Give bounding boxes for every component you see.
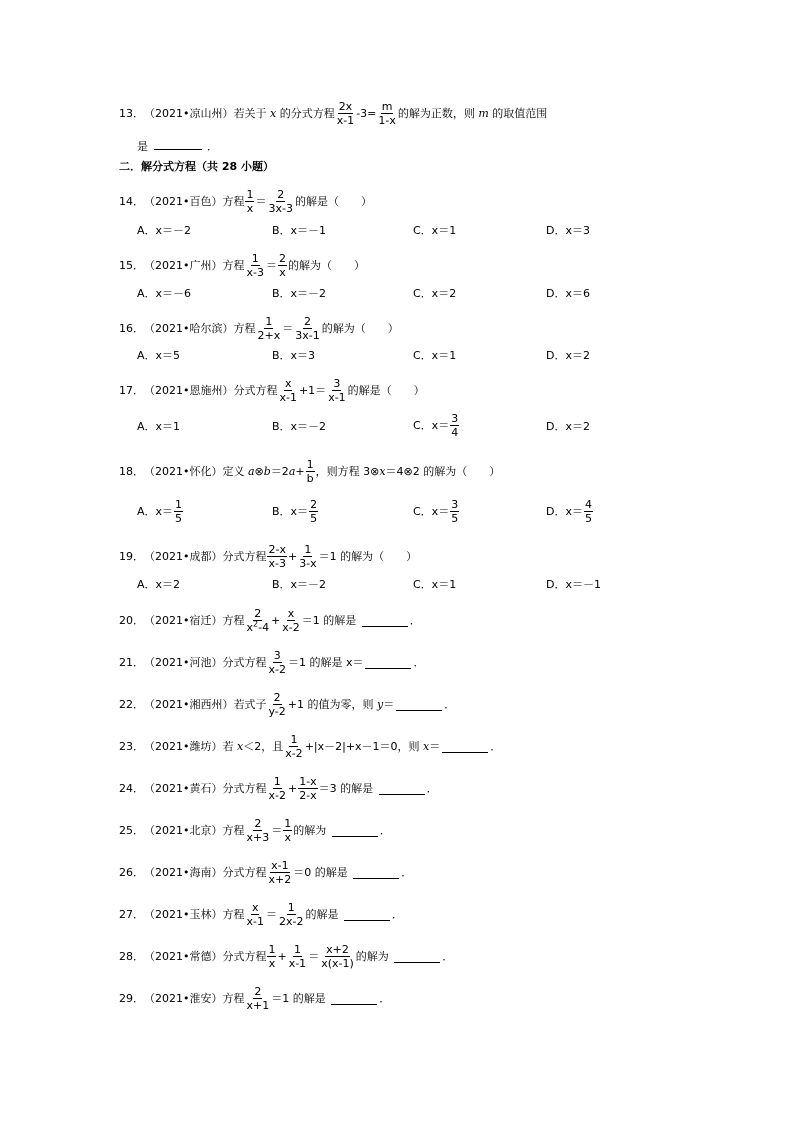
fraction: $\frac{2}{5}$ (310, 498, 318, 525)
fraction: $\frac{x}{x-1}$ (279, 377, 297, 404)
question-source: （2021•凉山州） (144, 106, 234, 120)
fraction: $\frac{2}{y-2}$ (268, 691, 286, 718)
fraction: $\frac{1}{2x-2}$ (278, 901, 304, 928)
option-c[interactable]: C．x＝ $\frac{3}{5}$ (413, 498, 459, 525)
fraction: $\frac{x}{x-2}$ (282, 607, 300, 634)
fraction: $\frac{x}{x-1}$ (246, 901, 264, 928)
question-19: 19． （2021•成都） 分式方程 $\frac{2-x}{x-3}$ + $\frac{1}{3-x}$ ＝1 的解为（ ） (119, 543, 418, 570)
option-d[interactable]: D．x＝ $\frac{4}{5}$ (546, 498, 592, 525)
option-a[interactable]: A．x＝1 (137, 420, 181, 433)
question-source: （2021•淮安） (144, 991, 223, 1005)
answer-blank[interactable] (379, 782, 425, 795)
fraction: $\frac{1}{x-2}$ (268, 775, 286, 802)
question-22: 22． （2021•湘西州） 若式子 $\frac{2}{y-2}$ +1 的值为零，则 y ＝ ． (119, 691, 456, 718)
option-b[interactable]: B．x＝－2 (272, 578, 327, 591)
option-b[interactable]: B．x＝－2 (272, 420, 327, 433)
question-source: （2021•常德） (144, 949, 223, 963)
fraction: $\frac{x-1}{x+2}$ (268, 859, 292, 886)
option-b[interactable]: B．x＝ $\frac{2}{5}$ (272, 498, 318, 525)
fraction: $\frac{2}{x}$ (278, 252, 286, 279)
option-d[interactable]: D．x＝2 (546, 420, 590, 433)
fraction: $\frac{3}{5}$ (451, 498, 459, 525)
fraction: $\frac{x+2}{x(x-1)}$ (321, 943, 354, 970)
fraction: $\frac{2}{3x-1}$ (295, 315, 320, 342)
question-number: 13． (119, 106, 144, 120)
fraction: $\frac{2}{x+1}$ (246, 985, 270, 1012)
question-source: （2021•宿迁） (144, 613, 223, 627)
answer-blank[interactable] (396, 698, 442, 711)
fraction: $\frac{1}{b}$ (306, 458, 314, 485)
fraction: $\frac{3}{4}$ (451, 412, 459, 439)
question-source: （2021•河池） (144, 655, 223, 669)
question-source: （2021•玉林） (144, 907, 223, 921)
answer-blank[interactable] (353, 866, 399, 879)
question-source: （2021•恩施州） (144, 383, 234, 397)
fraction: $\frac{3}{x-2}$ (268, 649, 286, 676)
fraction: $\frac{1}{x-1}$ (288, 943, 307, 970)
fraction: $\frac{1}{x}$ (246, 188, 254, 215)
option-a[interactable]: A．x＝－2 (137, 224, 192, 237)
option-a[interactable]: A．x＝ $\frac{1}{5}$ (137, 498, 183, 525)
fraction: $\frac{2}{x^2-4}$ (246, 607, 270, 634)
question-source: （2021•成都） (144, 549, 223, 563)
option-c[interactable]: C．x＝ $\frac{3}{4}$ (413, 412, 459, 439)
fraction: $\frac{1}{x}$ (284, 817, 292, 844)
question-25: 25． （2021•北京） 方程 $\frac{2}{x+3}$ ＝ $\frac{1}{x}$ 的解为 ． (119, 817, 391, 844)
option-a[interactable]: A．x＝5 (137, 349, 181, 362)
question-20: 20． （2021•宿迁） 方程 $\frac{2}{x^2-4}$ + $\frac{x}{x-2}$ ＝1 的解是 ． (119, 607, 421, 634)
option-d[interactable]: D．x＝3 (546, 224, 590, 237)
option-b[interactable]: B．x＝－1 (272, 224, 327, 237)
fraction: $\frac{2}{3x-3}$ (268, 188, 293, 215)
fraction: $\frac{2}{x+3}$ (246, 817, 270, 844)
answer-blank[interactable] (154, 137, 202, 150)
answer-blank[interactable] (344, 908, 390, 921)
option-b[interactable]: B．x＝3 (272, 349, 316, 362)
option-a[interactable]: A．x＝2 (137, 578, 181, 591)
section-heading: 二．解分式方程（共 28 小题） (119, 160, 274, 173)
fraction: $\frac{1}{2+x}$ (257, 315, 281, 342)
fraction: $\frac{1}{x-3}$ (246, 252, 264, 279)
fraction: $\frac{1}{x-2}$ (285, 733, 303, 760)
answer-blank[interactable] (442, 740, 488, 753)
question-28: 28． （2021•常德） 分式方程 $\frac{1}{x}$ + $\frac{1}{x-1}$ ＝ $\frac{x+2}{x(x-1)}$ 的解为 ． (119, 943, 454, 970)
question-source: （2021•广州） (144, 258, 223, 272)
question-27: 27． （2021•玉林） 方程 $\frac{x}{x-1}$ ＝ $\frac{1}{2x-2}$ 的解是 ． (119, 901, 403, 928)
option-c[interactable]: C．x＝1 (413, 349, 457, 362)
answer-blank[interactable] (332, 824, 378, 837)
fraction: $\frac{2-x}{x-3}$ (268, 543, 286, 570)
option-d[interactable]: D．x＝6 (546, 287, 590, 300)
question-29: 29． （2021•淮安） 方程 $\frac{2}{x+1}$ ＝1 的解是 ． (119, 985, 391, 1012)
option-c[interactable]: C．x＝2 (413, 287, 457, 300)
answer-blank[interactable] (365, 656, 411, 669)
fraction: $\frac{3}{x-1}$ (328, 377, 346, 404)
question-source: （2021•哈尔滨） (144, 321, 234, 335)
question-16: 16． （2021•哈尔滨） 方程 $\frac{1}{2+x}$ ＝ $\frac{2}{3x-1}$ 的解为（ ） (119, 315, 399, 342)
option-d[interactable]: D．x＝－1 (546, 578, 601, 591)
question-14: 14． （2021•百色） 方程 $\frac{1}{x}$ ＝ $\frac{2}{3x-3}$ 的解是（ ） (119, 188, 372, 215)
option-a[interactable]: A．x＝－6 (137, 287, 192, 300)
fraction: $\frac{2x}{x-1}$ (336, 100, 355, 127)
answer-blank[interactable] (362, 614, 408, 627)
question-13-continued: 是 ． (137, 137, 218, 154)
question-13: 13． （2021•凉山州） 若关于 x 的分式方程 $\frac{2x}{x-1}$ -3= $\frac{m}{1-x}$ 的解为正数，则 m 的取值范围 (119, 100, 548, 127)
question-23: 23． （2021•潍坊） 若 x ＜2，且 $\frac{1}{x-2}$ +|x－2|+x－1＝0，则 x ＝ ． (119, 733, 502, 760)
option-c[interactable]: C．x＝1 (413, 224, 457, 237)
question-17: 17． （2021•恩施州） 分式方程 $\frac{x}{x-1}$ +1＝ $\frac{3}{x-1}$ 的解是（ ） (119, 377, 425, 404)
question-source: （2021•黄石） (144, 781, 223, 795)
question-source: （2021•潍坊） (144, 739, 223, 753)
answer-blank[interactable] (394, 950, 440, 963)
fraction: $\frac{1}{x}$ (268, 943, 276, 970)
question-26: 26． （2021•海南） 分式方程 $\frac{x-1}{x+2}$ ＝0 的解是 ． (119, 859, 413, 886)
fraction: $\frac{1-x}{2-x}$ (299, 775, 317, 802)
question-15: 15． （2021•广州） 方程 $\frac{1}{x-3}$ ＝ $\frac{2}{x}$ 的解为（ ） (119, 252, 365, 279)
option-b[interactable]: B．x＝－2 (272, 287, 327, 300)
option-c[interactable]: C．x＝1 (413, 578, 457, 591)
fraction: $\frac{1}{5}$ (175, 498, 183, 525)
question-24: 24． （2021•黄石） 分式方程 $\frac{1}{x-2}$ + $\frac{1-x}{2-x}$ ＝3 的解是 ． (119, 775, 438, 802)
fraction: $\frac{1}{3-x}$ (299, 543, 317, 570)
question-source: （2021•湘西州） (144, 697, 234, 711)
answer-blank[interactable] (331, 992, 377, 1005)
question-21: 21． （2021•河池） 分式方程 $\frac{3}{x-2}$ ＝1 的解是 x＝ ． (119, 649, 425, 676)
question-source: （2021•北京） (144, 823, 223, 837)
question-source: （2021•百色） (144, 194, 223, 208)
question-source: （2021•怀化） (144, 464, 223, 478)
fraction: $\frac{m}{1-x}$ (378, 100, 396, 127)
question-18: 18． （2021•怀化） 定义 a ⊗ b ＝2 a + $\frac{1}{b}$ ，则方程 3⊗ x ＝4⊗2 的解为（ ） (119, 458, 501, 485)
option-d[interactable]: D．x＝2 (546, 349, 590, 362)
fraction: $\frac{4}{5}$ (584, 498, 592, 525)
question-source: （2021•海南） (144, 865, 223, 879)
